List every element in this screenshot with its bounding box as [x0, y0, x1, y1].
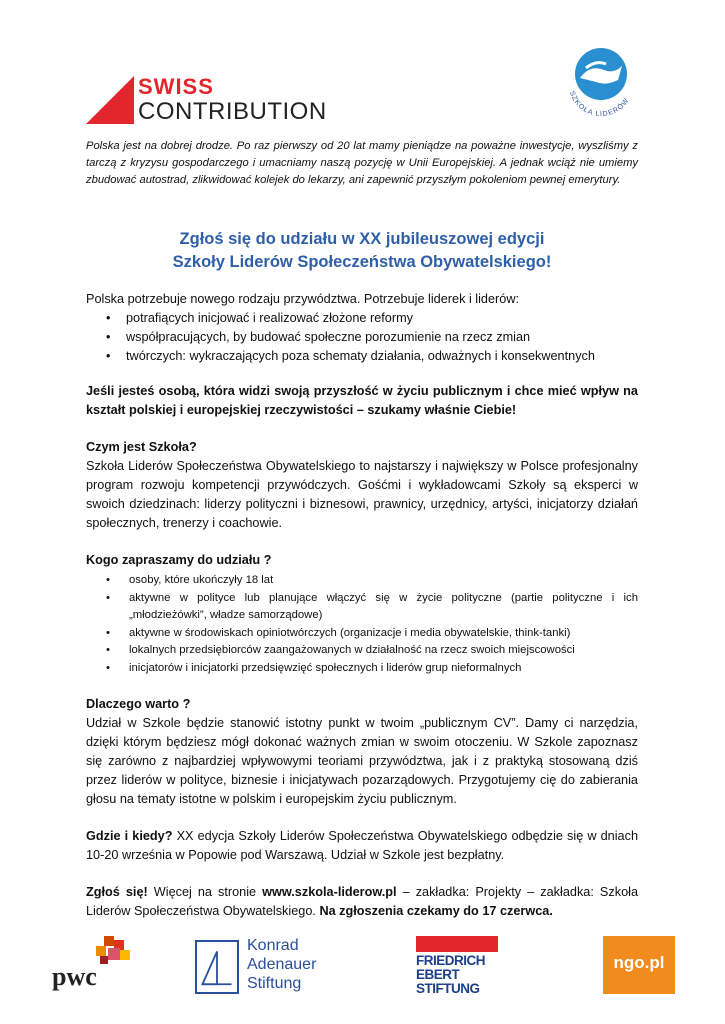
list-item: • inicjatorów i inicjatorki przedsięwzięć społecznych i liderów grup nieformalnych	[106, 660, 638, 678]
apply-text1: Więcej na stronie	[147, 885, 263, 899]
what-is-text: Szkoła Liderów Społeczeństwa Obywatelskiego to najstarszy i największy w Polsce profesjonalny program rozwoju kompetencji przywódczych. Gośćmi i wykładowcami Szkoły są eksperci w swoich dziedzinach: liderzy polityczni i biznesowi, prawnicy, urzędnicy, artyści, inicjatorzy działań społecznych, trenerzy i coachowie.	[86, 459, 638, 530]
why-text: Udział w Szkole będzie stanowić istotny punkt w twoim „publicznym CV”. Damy ci narzędzia, dzięki którym będziesz mógł dokonać ważnych zmian w swoim otoczeniu. W Szkole zapoznasz się zarówno z najbardziej wpływowymi teoriami przywództwa, jak i z praktyką stosowaną dziś przez liderów w polityce, biznesie i inicjatywach pozarządowych. Przygotujemy cię do zabierania głosu na tematy istotne w polskim i europejskim życiu publicznym.	[86, 716, 638, 806]
footer-logos	[0, 930, 725, 1010]
apply-url-link[interactable]: www.szkola-liderow.pl	[262, 885, 397, 899]
list-item: • aktywne w polityce lub planujące włączyć się w życie polityczne (partie polityczne i ich „młodzieżówki”, władze samorządowe)	[106, 590, 638, 625]
body-content	[86, 290, 638, 921]
list-item: • osoby, które ukończyły 18 lat	[106, 572, 638, 590]
leadership-lead: Polska potrzebuje nowego rodzaju przywództwa. Potrzebuje liderek i liderów:	[86, 292, 520, 306]
when-label: Gdzie i kiedy?	[86, 829, 173, 843]
swiss-logo-word2: CONTRIBUTION	[138, 98, 327, 125]
headline	[86, 228, 638, 274]
apply-text2: – zakładka: Projekty – zakładka: Szkoła Liderów Społeczeństwa Obywatelskiego.	[86, 885, 638, 918]
list-item: • twórczych: wykraczających poza schematy działania, odważnych i konsekwentnych	[106, 347, 638, 366]
why-heading: Dlaczego warto ?	[86, 697, 191, 711]
kas-line: Adenauer	[247, 956, 317, 973]
headline-line1: Zgłoś się do udziału w XX jubileuszowej edycji	[179, 230, 545, 248]
apply-label: Zgłoś się!	[86, 885, 148, 899]
apply-deadline: Na zgłoszenia czekamy do 17 czerwca.	[319, 904, 553, 918]
szkola-liderow-logo	[556, 40, 646, 130]
list-item: • aktywne w środowiskach opiniotwórczych (organizacje i media obywatelskie, think-tanki)	[106, 625, 638, 643]
fes-line: EBERT	[416, 967, 460, 982]
fes-logo	[416, 936, 498, 1006]
list-item: • współpracujących, by budować społeczne porozumienie na rzecz zmian	[106, 328, 638, 347]
kas-logo	[195, 934, 345, 994]
kas-line: Stiftung	[247, 975, 302, 992]
what-is-heading: Czym jest Szkoła?	[86, 440, 197, 454]
swiss-flag-icon	[86, 76, 134, 124]
fes-red-bar	[416, 936, 498, 952]
swiss-contribution-logo	[86, 74, 327, 126]
pwc-logo	[52, 930, 132, 995]
fes-text	[416, 954, 485, 996]
pwc-text: pwc	[52, 962, 97, 991]
callout-paragraph: Jeśli jesteś osobą, która widzi swoją przyszłość w życiu publicznym i chce mieć wpływ na kształt polskiej i europejskiej rzeczywistości – szukamy właśnie Ciebie!	[86, 384, 638, 417]
swiss-logo-word1: SWISS	[138, 74, 214, 99]
ngo-logo	[603, 936, 675, 994]
list-item: • lokalnych przedsiębiorców zaangażowanych w działalność na rzecz swoich miejscowości	[106, 642, 638, 660]
fes-line: FRIEDRICH	[416, 953, 485, 968]
leadership-list	[106, 309, 638, 366]
headline-line2: Szkoły Liderów Społeczeństwa Obywatelskiego!	[172, 253, 552, 271]
ngo-text: ngo.pl	[613, 953, 665, 972]
when-paragraph	[86, 827, 638, 865]
kas-line: Konrad	[247, 937, 299, 954]
apply-paragraph	[86, 883, 638, 921]
list-item: • potrafiących inicjować i realizować złożone reformy	[106, 309, 638, 328]
fes-line: STIFTUNG	[416, 981, 480, 996]
sl-logo-text: SZKOŁA LIDERÓW	[567, 90, 631, 119]
who-heading: Kogo zapraszamy do udziału ?	[86, 553, 272, 567]
who-list	[106, 572, 638, 677]
intro-paragraph: Polska jest na dobrej drodze. Po raz pierwszy od 20 lat mamy pieniądze na poważne inwestycje, wyszliśmy z tarczą z kryzysu gospodarczego i umacniamy naszą pozycję w Unii Europejskiej. A jednak wciąż nie umiemy zbudować autostrad, zlikwidować kolejek do lekarzy, ani zapewnić przyszłym pokoleniom pewnej emerytury.	[86, 140, 638, 186]
kas-mark-icon	[195, 940, 239, 994]
when-text: XX edycja Szkoły Liderów Społeczeństwa Obywatelskiego odbędzie się w dniach 10-20 września w Popowie pod Warszawą. Udział w Szkole jest bezpłatny.	[86, 829, 639, 862]
kas-text	[247, 936, 316, 993]
